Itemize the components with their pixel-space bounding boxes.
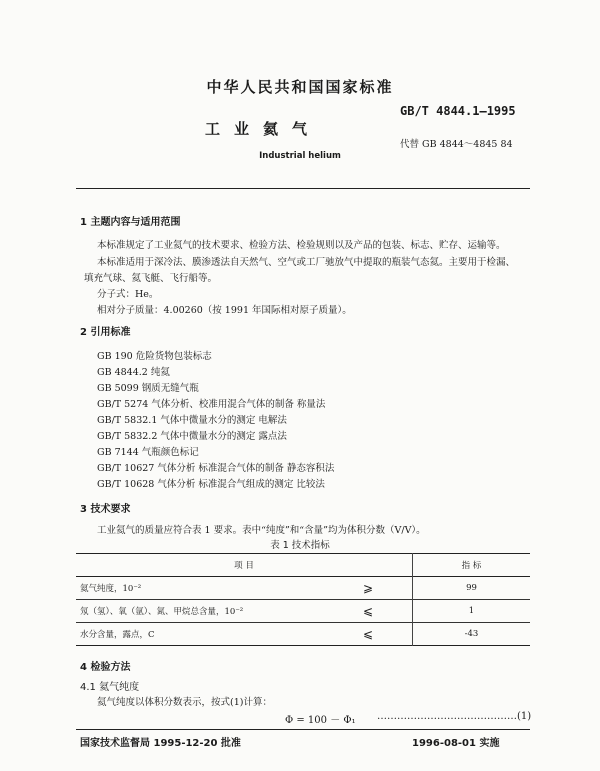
equation-number: ……………………………………(1) [377,711,532,722]
header-divider [76,188,530,189]
section-2-heading: 2 引用标准 [80,327,131,338]
section-1-paragraph-1: 本标准规定了工业氦气的技术要求、检验方法、检验规则以及产品的包装、标志、贮存、运输等。 [97,240,506,251]
table-cell-item: 水分含量，露点，C [80,630,155,640]
document-title-english: Industrial helium [259,151,341,161]
table-header-value: 指 标 [413,554,531,577]
implementation-date: 1996-08-01 实施 [412,738,500,749]
table-cell-item: 氦气纯度，10⁻² [80,584,142,594]
equation: Φ = 100 － Φ₁ [285,715,356,726]
table-header-item: 项 目 [234,561,254,571]
section-1-molecular-mass: 相对分子质量：4.00260（按 1991 年国际相对原子质量）。 [97,305,352,316]
reference-item: GB 190 危险货物包装标志 [97,351,212,362]
reference-item: GB/T 5832.1 气体中微量水分的测定 电解法 [97,415,287,426]
table-caption: 表 1 技术指标 [270,540,330,551]
standard-code: GB/T 4844.1—1995 [400,104,516,118]
section-3-paragraph: 工业氦气的质量应符合表 1 要求。表中“纯度”和“含量”均为体积分数（V/V）。 [97,525,426,536]
table-cell-value: -43 [413,623,531,646]
document-title: 工业氦气 [205,120,322,138]
approval-date: 国家技术监督局 1995-12-20 批准 [80,738,241,749]
table-cell-value: 99 [413,577,531,600]
reference-item: GB/T 10628 气体分析 标准混合气组成的测定 比较法 [97,479,325,490]
table-cell-operator: ⩾ [362,581,374,595]
reference-item: GB/T 5832.2 气体中微量水分的测定 露点法 [97,431,287,442]
table-row [76,623,530,646]
section-1-heading: 1 主题内容与适用范围 [80,217,181,228]
section-1-formula: 分子式：He。 [97,289,159,300]
table-cell-operator: ⩽ [362,627,374,641]
section-4-1-heading: 4.1 氦气纯度 [80,682,140,693]
table-row [76,600,530,623]
country-standard-heading: 中华人民共和国国家标准 [206,78,394,96]
reference-item: GB 5099 钢质无缝气瓶 [97,383,199,394]
table-cell-value: 1 [413,600,531,623]
table-row [76,577,530,600]
reference-item: GB 7144 气瓶颜色标记 [97,447,199,458]
section-4-paragraph: 氦气纯度以体积分数表示，按式(1)计算： [97,697,272,708]
table-header-row [76,554,530,577]
table-cell-item: 氖（氢）、氧（氩）、氮、甲烷总含量，10⁻² [80,607,244,617]
reference-item: GB 4844.2 纯氦 [97,367,170,378]
table-cell-operator: ⩽ [362,604,374,618]
replaces-note: 代替 GB 4844～4845 84 [400,139,513,150]
reference-item: GB/T 10627 气体分析 标准混合气体的制备 静态容积法 [97,463,335,474]
technical-spec-table [76,553,530,646]
section-1-paragraph-2: 本标准适用于深冷法、膜渗透法自天然气、空气或工厂驰放气中提取的瓶装气态氦。主要用于检漏、 [97,257,516,268]
section-4-heading: 4 检验方法 [80,662,131,673]
section-3-heading: 3 技术要求 [80,504,131,515]
footer-divider [76,729,530,730]
section-1-paragraph-2-cont: 填充气球、氦飞艇、飞行船等。 [84,273,218,284]
reference-item: GB/T 5274 气体分析、校准用混合气体的制备 称量法 [97,399,326,410]
